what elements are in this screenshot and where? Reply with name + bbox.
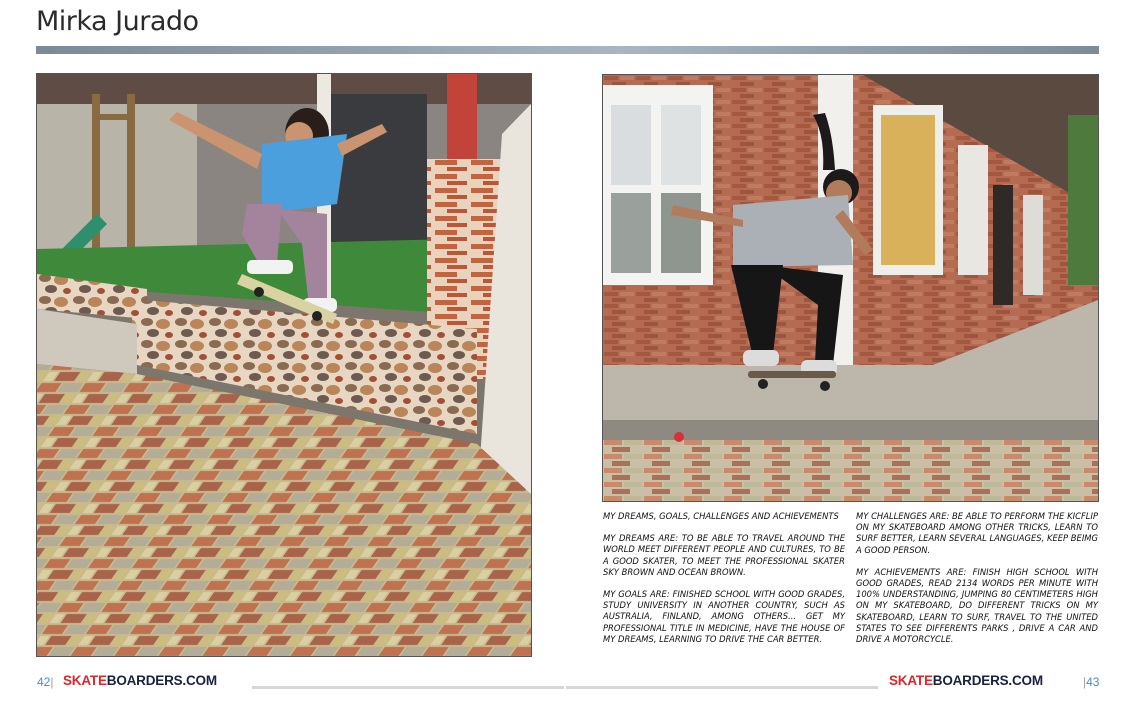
page-number-right-value: 43 (1086, 675, 1100, 689)
skateboarders-logo-left[interactable] (63, 673, 217, 688)
footer-divider-left (252, 686, 564, 689)
article-heading: MY DREAMS, GOALS, CHALLENGES AND ACHIEVEMENTS (603, 511, 839, 521)
page-number-right (1083, 675, 1099, 689)
photo-right (602, 74, 1099, 502)
footer-divider-right (566, 686, 878, 689)
text-column-right (856, 511, 1098, 656)
logo-skate-text: SKATE (63, 673, 107, 688)
text-column-left (603, 511, 845, 656)
achievements-paragraph: MY ACHIEVEMENTS ARE: FINISH HIGH SCHOOL WITH GOOD GRADES, READ 2134 WORDS PER MINUTE WITH 100% UNDERSTANDING, JUMPING 80 CENTIMETERS HIGH ON MY SKATEBOARD, DO DIFFERENT TRICKS ON MY SKATEBOARD, LEARN TO SURF, TRAVEL TO THE UNITED STATES TO SEE DIFFERENTS PARKS , DRIVE A CAR AND DRIVE A MOTORCYCLE. (856, 566, 1098, 645)
logo-boarders-text: BOARDERS.COM (106, 673, 217, 688)
dreams-paragraph: MY DREAMS ARE: TO BE ABLE TO TRAVEL AROUND THE WORLD MEET DIFFERENT PEOPLE AND CULTURES, TO BE A GOOD SKATER, TO MEET THE PROFESSIONAL SKATER SKY BROWN AND OCEAN BROWN. (603, 533, 845, 577)
goals-paragraph: MY GOALS ARE: FINISHED SCHOOL WITH GOOD GRADES, STUDY UNIVERSITY IN ANOTHER COUNTRY, SUCH AS AUSTRALIA, FINLAND, AMONG OTHERS... GET MY PROFESSIONAL TITLE IN MEDICINE, HAVE THE HOUSE OF MY DREAMS, LEARNING TO DRIVE THE CAR BETTER. (603, 589, 845, 644)
logo-skate-text: SKATE (889, 673, 933, 688)
skateboarders-logo-right[interactable] (889, 673, 1043, 688)
page-number-separator: | (1083, 675, 1087, 689)
photo-left (36, 73, 532, 657)
page-number-left-value: 42 (37, 675, 51, 689)
header-rule (36, 46, 1099, 54)
challenges-paragraph: MY CHALLENGES ARE: BE ABLE TO PERFORM THE KICFLIP ON MY SKATEBOARD AMONG OTHER TRICKS, LEARN TO SURF BETTER, LEARN SEVERAL LANGUAGES, KEEP BEIMG A GOOD PERSON. (856, 511, 1098, 555)
page-number-separator: | (50, 675, 54, 689)
page-title: Mirka Jurado (36, 6, 199, 37)
logo-boarders-text: BOARDERS.COM (932, 673, 1043, 688)
page-number-left (37, 675, 53, 689)
